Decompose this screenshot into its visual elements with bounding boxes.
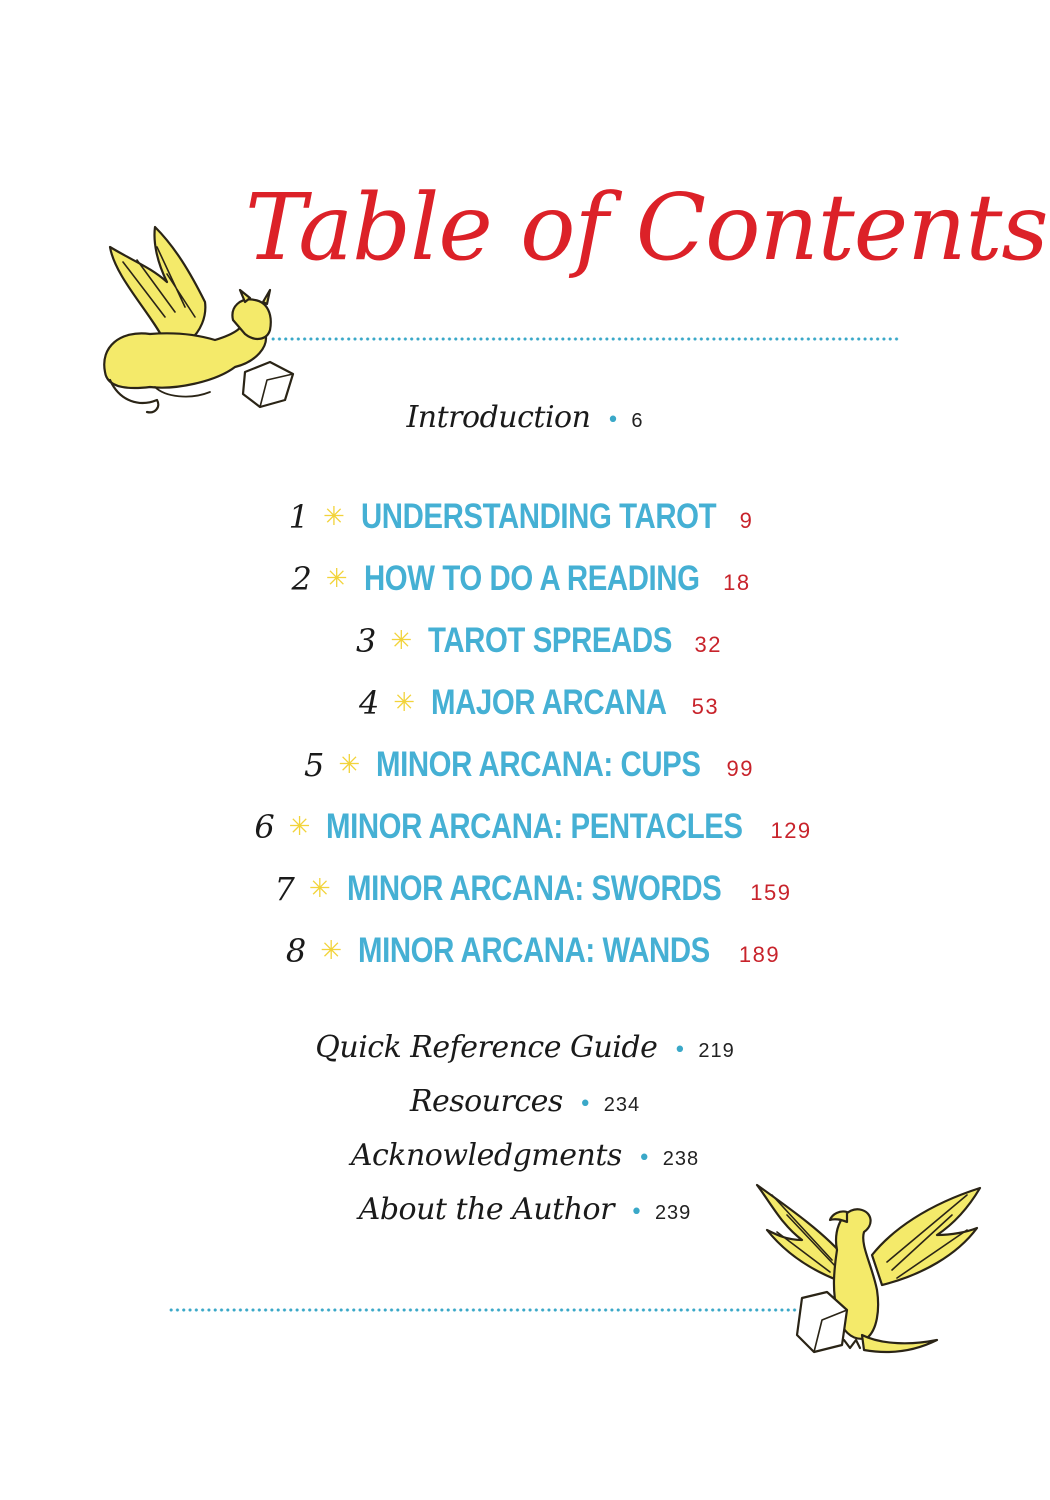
entry-page-number: 234 — [603, 1094, 641, 1116]
chapter-title: TAROT SPREADS — [428, 621, 673, 660]
toc-chapter-3[interactable] — [14, 621, 1050, 661]
star-icon: ✳ — [308, 874, 331, 904]
eagle-icon — [752, 1180, 987, 1370]
toc-entry-quick-reference[interactable] — [0, 1030, 1050, 1065]
chapter-page-number: 159 — [750, 880, 792, 905]
entry-label: Quick Reference Guide — [315, 1030, 658, 1065]
chapter-title: HOW TO DO A READING — [363, 559, 700, 598]
chapter-title: MINOR ARCANA: WANDS — [358, 931, 710, 970]
star-icon: ✳ — [323, 502, 345, 532]
toc-chapter-7[interactable] — [8, 869, 1050, 909]
chapter-title: UNDERSTANDING TAROT — [360, 497, 716, 536]
toc-entry-resources[interactable] — [0, 1084, 1050, 1119]
separator-dot-icon: • — [673, 1038, 687, 1063]
toc-entry-acknowledgments[interactable] — [0, 1138, 1050, 1173]
toc-entry-introduction[interactable] — [0, 400, 1050, 435]
entry-label: About the Author — [358, 1192, 614, 1227]
entry-page-number: 239 — [654, 1202, 692, 1224]
chapter-page-number: 18 — [723, 570, 751, 595]
entry-label: Introduction — [406, 400, 591, 435]
toc-chapter-5[interactable] — [4, 745, 1050, 785]
chapter-number: 3 — [355, 622, 377, 660]
chapter-page-number: 129 — [770, 818, 812, 843]
separator-dot-icon: • — [629, 1200, 643, 1225]
toc-chapter-6[interactable] — [8, 807, 1050, 847]
entry-label: Acknowledgments — [350, 1138, 622, 1173]
entry-page-number: 6 — [631, 410, 644, 432]
star-icon: ✳ — [325, 564, 348, 594]
chapter-number: 1 — [288, 498, 309, 536]
chapter-number: 7 — [274, 870, 295, 908]
entry-page-number: 238 — [662, 1148, 700, 1170]
entry-label: Resources — [409, 1084, 563, 1119]
chapter-page-number: 32 — [694, 632, 722, 657]
star-icon: ✳ — [288, 812, 311, 842]
toc-chapter-2[interactable] — [0, 559, 1046, 599]
toc-chapter-8[interactable] — [8, 931, 1050, 971]
page-title: Table of Contents — [245, 174, 1048, 281]
toc-chapter-4[interactable] — [14, 683, 1050, 723]
star-icon: ✳ — [320, 936, 343, 966]
bottom-dotted-divider — [168, 1308, 818, 1312]
chapter-title: MAJOR ARCANA — [431, 683, 667, 722]
chapter-number: 2 — [291, 560, 312, 598]
chapter-title: MINOR ARCANA: PENTACLES — [326, 807, 744, 846]
chapter-number: 5 — [304, 746, 325, 784]
chapter-number: 4 — [358, 684, 380, 722]
separator-dot-icon: • — [606, 408, 620, 433]
chapter-page-number: 189 — [738, 942, 781, 967]
chapter-title: MINOR ARCANA: SWORDS — [346, 869, 721, 908]
chapter-page-number: 9 — [739, 508, 754, 533]
chapter-page-number: 99 — [726, 756, 754, 781]
entry-page-number: 219 — [698, 1040, 735, 1062]
chapter-number: 6 — [254, 808, 275, 846]
separator-dot-icon: • — [578, 1092, 592, 1117]
top-dotted-divider — [270, 337, 900, 341]
star-icon: ✳ — [390, 626, 413, 656]
toc-chapter-1[interactable] — [0, 497, 1046, 537]
chapter-number: 8 — [285, 932, 307, 970]
chapter-page-number: 53 — [691, 694, 720, 719]
star-icon: ✳ — [393, 688, 416, 718]
star-icon: ✳ — [338, 750, 361, 780]
winged-ox-icon — [95, 222, 295, 422]
chapter-title: MINOR ARCANA: CUPS — [376, 745, 701, 784]
separator-dot-icon: • — [637, 1146, 651, 1171]
